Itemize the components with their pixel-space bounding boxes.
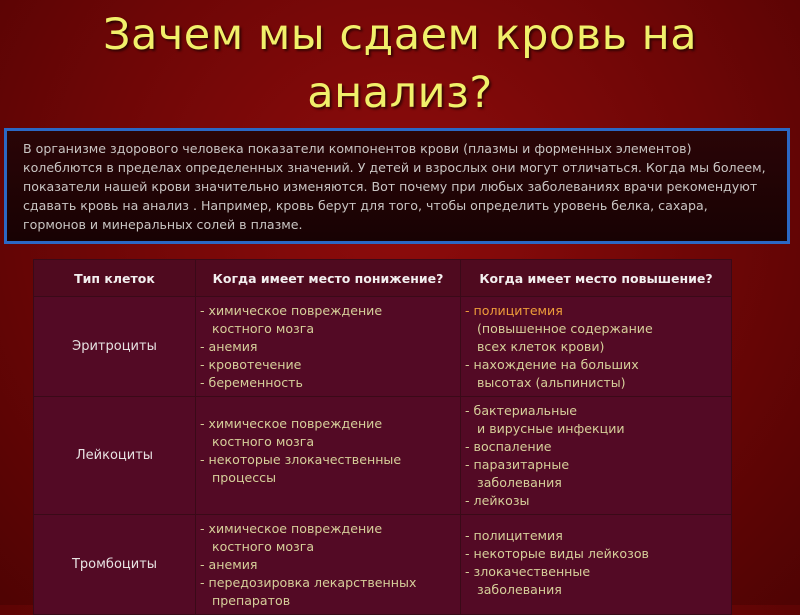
list-item: заболевания [465, 475, 562, 490]
header-decrease: Когда имеет место понижение? [196, 260, 461, 297]
slide-title-line-1: Зачем мы сдаем кровь на [102, 10, 698, 60]
list-item: высотах (альпинисты) [465, 375, 626, 390]
list-item: - воспаление [465, 439, 552, 454]
increase-cell [461, 515, 732, 615]
list-item: - нахождение на больших [465, 357, 639, 372]
list-item: костного мозга [200, 434, 315, 449]
list-item: всех клеток крови) [465, 339, 605, 354]
list-item: (повышенное содержание [465, 321, 653, 336]
header-increase: Когда имеет место повышение? [461, 260, 732, 297]
list-item: - некоторые виды лейкозов [465, 546, 649, 561]
list-item: - химическое повреждение [200, 416, 383, 431]
intro-text-box [4, 128, 790, 244]
blood-cells-table [33, 259, 732, 615]
list-item: - паразитарные [465, 457, 570, 472]
list-item: - бактериальные [465, 403, 578, 418]
table-row [34, 397, 732, 515]
list-item: - химическое повреждение [200, 303, 383, 318]
list-item: - анемия [200, 339, 258, 354]
decrease-cell [196, 397, 461, 515]
decrease-cell [196, 297, 461, 397]
row-name: Тромбоциты [34, 515, 196, 615]
intro-paragraph: В организме здорового человека показатели компонентов крови (плазмы и форменных элементов) колеблются в пределах определенных значений. У детей и взрослых они могут отличаться. Когда мы болеем, показатели нашей крови значительно изменяются. Вот почему при любых заболеваниях врачи рекомендуют сдавать кровь на анализ . Например, кровь берут для того, чтобы определить уровень белка, сахара, гормонов и минеральных солей в плазме. [23, 141, 766, 232]
list-item: - химическое повреждение [200, 521, 383, 536]
slide-title [0, 6, 800, 122]
increase-cell [461, 397, 732, 515]
list-item: - передозировка лекарственных [200, 575, 417, 590]
table-row [34, 297, 732, 397]
list-item: и вирусные инфекции [465, 421, 625, 436]
list-item: - анемия [200, 557, 258, 572]
row-name: Эритроциты [34, 297, 196, 397]
list-item: препаратов [200, 593, 291, 608]
list-item: - злокачественные [465, 564, 591, 579]
list-item: - кровотечение [200, 357, 302, 372]
list-item: заболевания [465, 582, 562, 597]
list-item-highlight: - полицитемия [465, 303, 563, 318]
list-item: - лейкозы [465, 493, 530, 508]
list-item: - беременность [200, 375, 303, 390]
row-name: Лейкоциты [34, 397, 196, 515]
list-item: - некоторые злокачественные [200, 452, 402, 467]
list-item: костного мозга [200, 539, 315, 554]
header-cell-type: Тип клеток [34, 260, 196, 297]
increase-cell [461, 297, 732, 397]
table-row [34, 515, 732, 615]
list-item: - полицитемия [465, 528, 563, 543]
list-item: процессы [200, 470, 277, 485]
table-header-row [34, 260, 732, 297]
decrease-cell [196, 515, 461, 615]
list-item: костного мозга [200, 321, 315, 336]
slide-title-line-2: анализ? [307, 68, 493, 118]
